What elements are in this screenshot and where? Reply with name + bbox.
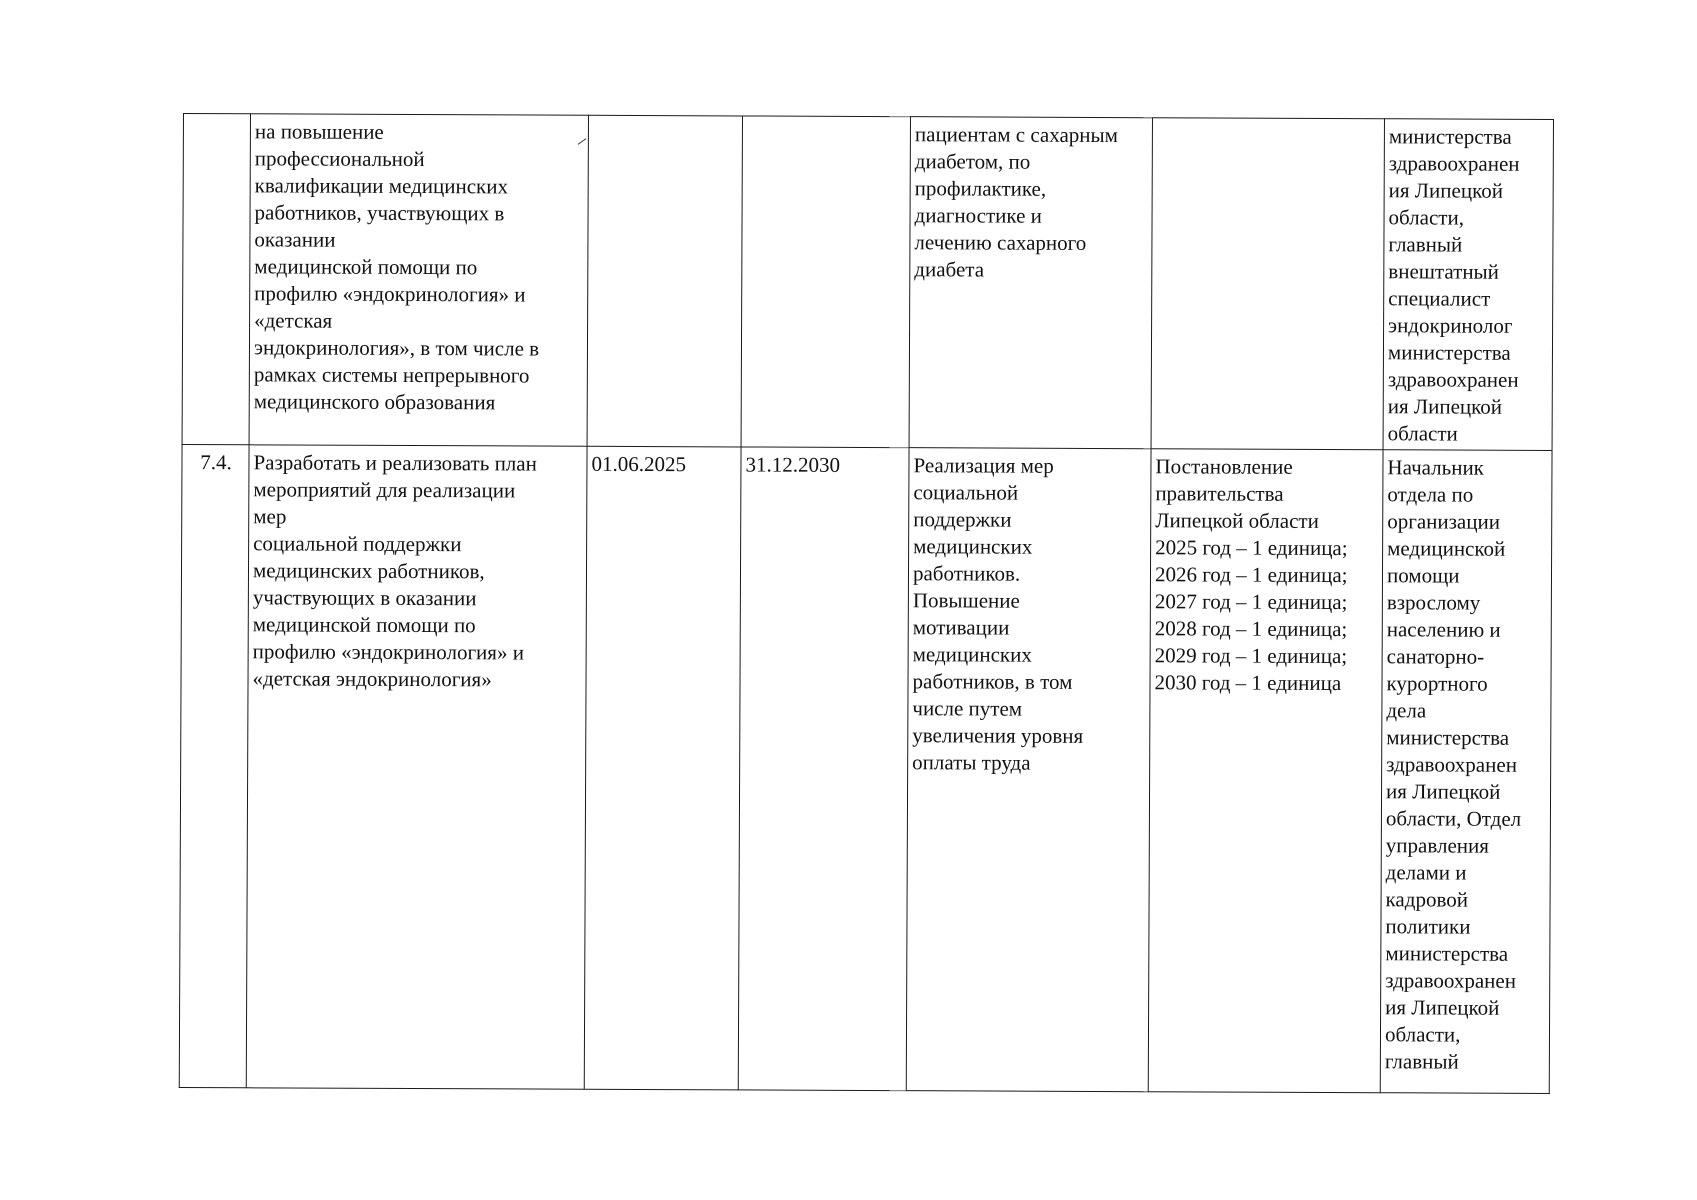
cell-text-line: здравоохранен bbox=[1386, 752, 1518, 777]
end-date-cell bbox=[741, 116, 910, 448]
task-cell bbox=[249, 114, 588, 446]
cell-text-line: профилактике, bbox=[914, 176, 1047, 201]
table-row-7-4 bbox=[179, 444, 1552, 1093]
cell-text-line: пациентам с сахарным bbox=[914, 122, 1119, 148]
cell-text-line: медицинских bbox=[912, 642, 1032, 667]
cell-text-line: оплаты труда bbox=[912, 750, 1031, 775]
cell-text-line: внештатный bbox=[1388, 259, 1499, 284]
cell-text-line: социальной поддержки bbox=[253, 531, 462, 557]
cell-text-line: Повышение bbox=[912, 588, 1020, 613]
cell-text-line: участвующих в оказании bbox=[252, 585, 477, 611]
row-number-cell bbox=[182, 114, 250, 445]
cell-text-line: дела bbox=[1386, 698, 1427, 723]
cell-text-line: взрослому bbox=[1386, 590, 1481, 615]
cell-text-line: специалист bbox=[1388, 286, 1491, 311]
cell-text-line: здравоохранен bbox=[1387, 367, 1519, 392]
cell-text-line: рамках системы непрерывного bbox=[253, 362, 530, 388]
cell-text-line: министерства bbox=[1388, 124, 1512, 149]
cell-text-line: помощи bbox=[1386, 563, 1460, 588]
cell-text-line: санаторно- bbox=[1386, 644, 1485, 669]
cell-text-line: 2026 год – 1 единица; bbox=[1154, 562, 1348, 588]
cell-text-line: делами и bbox=[1385, 860, 1467, 885]
cell-text-line: диагностике и bbox=[914, 203, 1042, 228]
cell-text-line: мер bbox=[253, 504, 287, 529]
cell-text-line: 2025 год – 1 единица; bbox=[1155, 535, 1348, 561]
cell-text-line: поддержки bbox=[913, 507, 1012, 532]
cell-text-line: министерства bbox=[1385, 941, 1509, 966]
cell-text-line: области, Отдел bbox=[1385, 806, 1522, 831]
cell-text-line: медицинского образования bbox=[253, 389, 496, 415]
cell-text-line: Реализация мер bbox=[913, 453, 1054, 478]
cell-text-line: управления bbox=[1385, 833, 1490, 858]
table-row-continued bbox=[182, 114, 1553, 451]
cell-text-line: профилю «эндокринология» и bbox=[252, 639, 525, 665]
cell-text-line: Разработать и реализовать план bbox=[253, 450, 537, 476]
cell-text-line: эндокринология», в том числе в bbox=[253, 335, 540, 361]
cell-text-line: мотивации bbox=[912, 615, 1010, 640]
result-cell bbox=[906, 448, 1151, 1092]
cell-text-line: медицинской помощи по bbox=[252, 612, 476, 638]
cell-text-line: Постановление bbox=[1155, 454, 1293, 479]
cell-text-line: работников. bbox=[912, 561, 1021, 586]
cell-text-line: диабетом, по bbox=[914, 149, 1031, 174]
responsible-cell bbox=[1383, 119, 1553, 451]
cell-text-line: медицинских работников, bbox=[252, 558, 485, 584]
cell-text-line: медицинских bbox=[913, 534, 1033, 559]
cell-text-line: министерства bbox=[1386, 725, 1510, 750]
cell-text-line: организации bbox=[1387, 509, 1501, 534]
cell-text-line: курортного bbox=[1386, 671, 1488, 696]
cell-text-line: 2030 год – 1 единица bbox=[1154, 670, 1342, 696]
cell-text-line: 2029 год – 1 единица; bbox=[1154, 643, 1348, 669]
cell-text-line: «детская эндокринология» bbox=[252, 666, 492, 692]
cell-text-line: эндокринолог bbox=[1388, 313, 1513, 338]
indicator-cell bbox=[1151, 118, 1384, 450]
cell-text-line: ия Липецкой bbox=[1387, 394, 1503, 419]
end-date-cell: 31.12.2030 bbox=[738, 447, 909, 1091]
cell-text-line: квалификации медицинских bbox=[254, 173, 509, 199]
cell-text-line: числе путем bbox=[912, 696, 1023, 721]
responsible-cell bbox=[1380, 450, 1552, 1094]
task-cell bbox=[246, 445, 587, 1089]
cell-text-line: 2027 год – 1 единица; bbox=[1154, 589, 1348, 615]
cell-text-line: социальной bbox=[913, 480, 1019, 505]
plan-table bbox=[179, 113, 1554, 1094]
cell-text-line: профессиональной bbox=[254, 146, 425, 172]
cell-text-line: работников, участвующих в bbox=[254, 200, 505, 226]
cell-text-line: министерства bbox=[1387, 340, 1511, 365]
cell-text-line: на повышение bbox=[254, 119, 384, 144]
cell-text-line: 2028 год – 1 единица; bbox=[1154, 616, 1348, 642]
indicator-cell bbox=[1148, 449, 1383, 1093]
cell-text-line: области bbox=[1387, 421, 1458, 446]
cell-text-line: ия Липецкой bbox=[1388, 178, 1504, 203]
cell-text-line: Липецкой области bbox=[1155, 508, 1319, 533]
cell-text-line: медицинской bbox=[1387, 536, 1506, 561]
cell-text-line: работников, в том bbox=[912, 669, 1073, 694]
cell-text-line: здравоохранен bbox=[1388, 151, 1520, 176]
cell-text-line: мероприятий для реализации bbox=[253, 477, 516, 503]
cell-text-line: правительства bbox=[1155, 481, 1284, 506]
cell-text-line: главный bbox=[1384, 1049, 1459, 1074]
cell-text-line: области, bbox=[1384, 1022, 1461, 1047]
cell-text-line: «детская bbox=[254, 308, 333, 333]
cell-text-line: политики bbox=[1385, 914, 1471, 939]
cell-text-line: лечению сахарного bbox=[914, 230, 1087, 255]
cell-text-line: области, bbox=[1388, 205, 1465, 230]
cell-text-line: диабета bbox=[914, 257, 985, 282]
cell-text-line: отдела по bbox=[1387, 482, 1474, 507]
cell-text-line: ия Липецкой bbox=[1385, 779, 1501, 804]
row-number-cell: 7.4. bbox=[179, 444, 249, 1087]
cell-text-line: увеличения уровня bbox=[912, 723, 1084, 748]
start-date-cell: 01.06.2025 bbox=[584, 446, 741, 1090]
cell-text-line: здравоохранен bbox=[1385, 968, 1517, 993]
result-cell bbox=[909, 117, 1152, 449]
cell-text-line: медицинской помощи по bbox=[254, 254, 478, 280]
cell-text-line: оказании bbox=[254, 227, 336, 252]
start-date-cell bbox=[587, 115, 742, 447]
cell-text-line: ия Липецкой bbox=[1385, 995, 1500, 1020]
cell-text-line: кадровой bbox=[1385, 887, 1469, 912]
cell-text-line: Начальник bbox=[1387, 455, 1484, 480]
cell-text-line: профилю «эндокринология» и bbox=[254, 281, 526, 307]
cell-text-line: главный bbox=[1388, 232, 1463, 257]
cell-text-line: населению и bbox=[1386, 617, 1501, 642]
